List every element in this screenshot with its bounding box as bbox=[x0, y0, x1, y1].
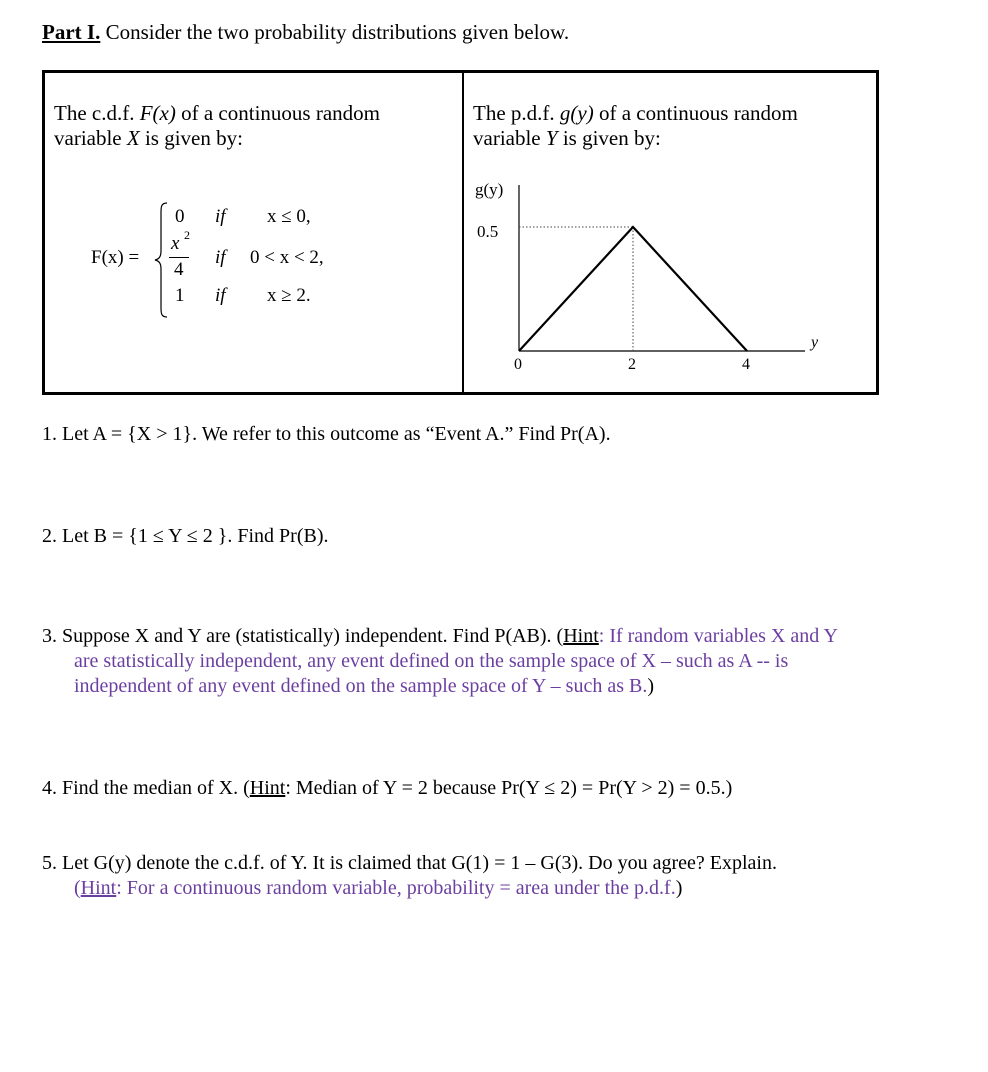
question-1: 1. Let A = {X > 1}. We refer to this outcome as “Event A.” Find Pr(A). bbox=[42, 423, 611, 445]
intro-text: Consider the two probability distributions given below. bbox=[105, 20, 570, 44]
right-text-2: of a continuous random bbox=[593, 101, 798, 125]
case3-if: if bbox=[215, 285, 226, 306]
right-text-3: variable bbox=[473, 126, 546, 150]
q3-hint-line2: are statistically independent, any event defined on the sample space of X – such as A -- is bbox=[74, 650, 789, 672]
q3-text: 3. Suppose X and Y are (statistically) independent. Find P(AB). ( bbox=[42, 625, 564, 647]
case3-value: 1 bbox=[175, 285, 185, 306]
q3-hint-word: Hint bbox=[563, 625, 599, 647]
q4-hint-text: : Median of Y = 2 because Pr(Y ≤ 2) = Pr(Y > 2) = 0.5.) bbox=[285, 777, 733, 799]
q5-open: ( bbox=[74, 877, 81, 899]
question-5 bbox=[42, 851, 777, 901]
question-2: 2. Let B = {1 ≤ Y ≤ 2 }. Find Pr(B). bbox=[42, 525, 329, 547]
q4-text: 4. Find the median of X. ( bbox=[42, 777, 250, 799]
left-var: X bbox=[126, 126, 140, 150]
question-3 bbox=[42, 624, 838, 699]
case1-if: if bbox=[215, 206, 226, 227]
right-text-4: is given by: bbox=[557, 126, 661, 150]
q3-hint-line3: independent of any event defined on the sample space of Y – such as B. bbox=[74, 675, 648, 697]
x-tick-label: 2 bbox=[628, 356, 636, 373]
q5-hint-text: : For a continuous random variable, probability = area under the p.d.f. bbox=[116, 877, 676, 899]
right-text: The p.d.f. bbox=[473, 101, 560, 125]
pdf-chart bbox=[465, 173, 875, 383]
y-axis-label: g(y) bbox=[475, 180, 504, 199]
right-var: Y bbox=[545, 126, 558, 150]
case2-denominator: 4 bbox=[174, 259, 184, 280]
case3-condition: x ≥ 2. bbox=[267, 285, 311, 306]
table-divider bbox=[462, 73, 464, 392]
x-axis-label: y bbox=[811, 334, 819, 351]
question-4 bbox=[42, 776, 732, 801]
fraction-bar bbox=[169, 257, 189, 258]
case1-condition: x ≤ 0, bbox=[267, 206, 311, 227]
case2-condition: 0 < x < 2, bbox=[250, 247, 324, 268]
right-cell-description bbox=[473, 101, 798, 151]
left-cell-description bbox=[54, 101, 380, 151]
left-fx: F(x) bbox=[139, 101, 176, 125]
y-tick-label: 0.5 bbox=[477, 222, 499, 241]
left-text: The c.d.f. bbox=[54, 101, 140, 125]
right-gy: g(y) bbox=[559, 101, 594, 125]
fx-label: F(x) = bbox=[91, 247, 140, 268]
x-tick-label: 0 bbox=[514, 356, 522, 373]
case1-value: 0 bbox=[175, 206, 185, 227]
case2-if: if bbox=[215, 247, 226, 268]
left-text-4: is given by: bbox=[139, 126, 243, 150]
q5-text: 5. Let G(y) denote the c.d.f. of Y. It is claimed that G(1) = 1 – G(3). Do you agree? Explain. bbox=[42, 852, 777, 874]
left-text-2: of a continuous random bbox=[175, 101, 380, 125]
case2-exponent: 2 bbox=[184, 228, 190, 242]
left-brace bbox=[153, 201, 171, 319]
part-heading bbox=[42, 20, 569, 45]
x-tick-label: 4 bbox=[742, 356, 750, 373]
case2-numerator: x bbox=[171, 233, 180, 254]
q5-close: ) bbox=[675, 877, 683, 899]
distribution-table bbox=[42, 70, 879, 395]
q4-hint-word: Hint bbox=[249, 777, 286, 799]
q3-close: ) bbox=[647, 675, 655, 697]
q5-hint-word: Hint bbox=[80, 877, 117, 899]
q3-hint-line1: : If random variables X and Y bbox=[598, 625, 838, 647]
left-text-3: variable bbox=[54, 126, 127, 150]
part-label: Part I. bbox=[42, 20, 101, 44]
